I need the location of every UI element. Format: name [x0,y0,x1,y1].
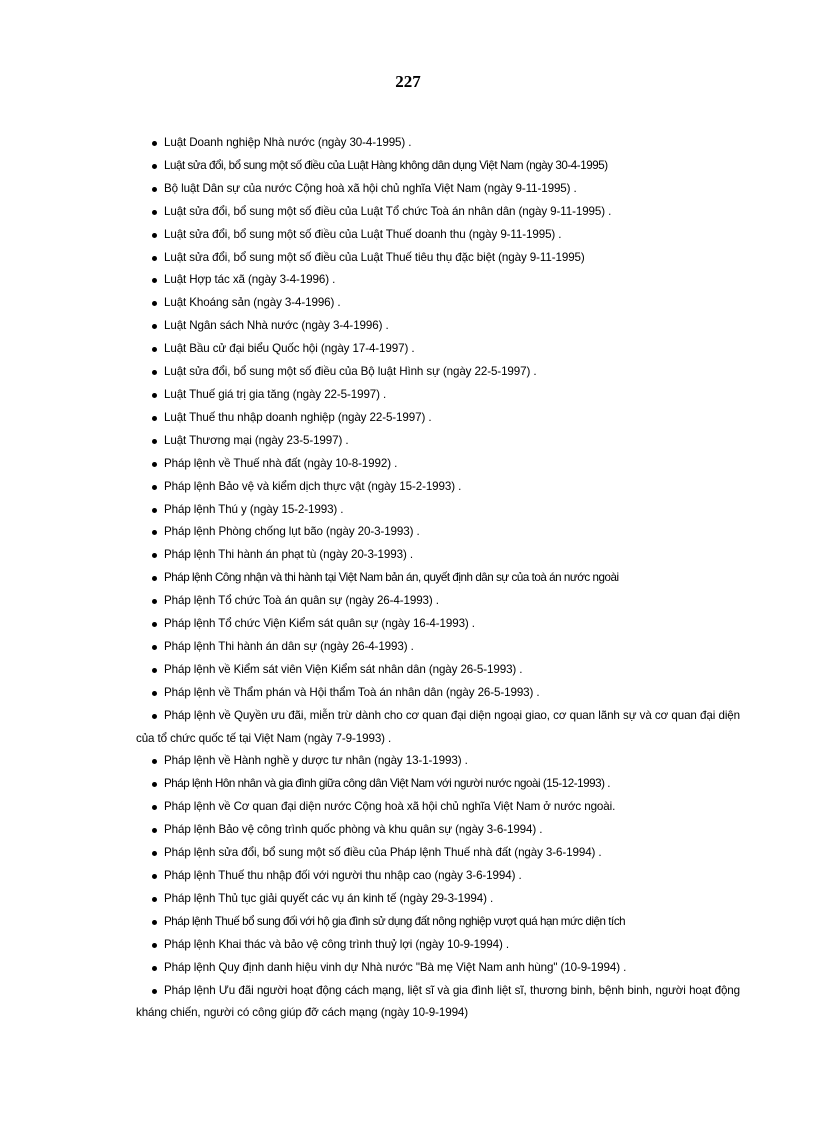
list-item: Pháp lệnh về Thẩm phán và Hội thẩm Toà án nhân dân (ngày 26-5-1993) . [136,682,740,705]
bullet-icon [152,622,157,627]
list-item: Pháp lệnh Thuế thu nhập đối với người thu nhập cao (ngày 3-6-1994) . [136,865,740,888]
list-item: Pháp lệnh về Kiểm sát viên Viện Kiểm sát nhân dân (ngày 26-5-1993) . [136,659,740,682]
bullet-icon [152,805,157,810]
list-item: Luật sửa đổi, bổ sung một số điều của Luật Thuế doanh thu (ngày 9-11-1995) . [136,224,740,247]
bullet-icon [152,233,157,238]
list-item: Luật Thuế giá trị gia tăng (ngày 22-5-1997) . [136,384,740,407]
list-item: Luật Thương mại (ngày 23-5-1997) . [136,430,740,453]
list-item: Pháp lệnh về Quyền ưu đãi, miễn trừ dành cho cơ quan đại diện ngoại giao, cơ quan lãnh sự và cơ quan đại diện của tổ chức quốc tế tại Việt Nam (ngày 7-9-1993) . [136,708,740,745]
bullet-icon [152,851,157,856]
bullet-icon [152,759,157,764]
list-item: Pháp lệnh Tổ chức Viện Kiểm sát quân sự (ngày 16-4-1993) . [136,613,740,636]
list-item: Pháp lệnh Thi hành án phạt tù (ngày 20-3-1993) . [136,544,740,567]
list-item: Luật Ngân sách Nhà nước (ngày 3-4-1996) . [136,315,740,338]
list-item: Pháp lệnh Tổ chức Toà án quân sự (ngày 26-4-1993) . [136,590,740,613]
bullet-icon [152,462,157,467]
list-item: Pháp lệnh Hôn nhân và gia đình giữa công dân Việt Nam với người nước ngoài (15-12-1993) . [136,773,740,796]
list-item: Pháp lệnh Thi hành án dân sự (ngày 26-4-1993) . [136,636,740,659]
list-item: Pháp lệnh Phòng chống lụt bão (ngày 20-3-1993) . [136,521,740,544]
list-item: Pháp lệnh về Hành nghề y dược tư nhân (ngày 13-1-1993) . [136,750,740,773]
bullet-icon [152,416,157,421]
list-item: Luật sửa đổi, bổ sung một số điều của Luật Thuế tiêu thụ đặc biệt (ngày 9-11-1995) [136,247,740,270]
list-item: Luật Doanh nghiệp Nhà nước (ngày 30-4-1995) . [136,132,740,155]
list-item: Pháp lệnh Quy định danh hiệu vinh dự Nhà nước "Bà mẹ Việt Nam anh hùng" (10-9-1994) . [136,957,740,980]
bullet-icon [152,164,157,169]
list-item: Pháp lệnh sửa đổi, bổ sung một số điều của Pháp lệnh Thuế nhà đất (ngày 3-6-1994) . [136,842,740,865]
list-item: Pháp lệnh Khai thác và bảo vệ công trình thuỷ lợi (ngày 10-9-1994) . [136,934,740,957]
list-item: Bộ luật Dân sự của nước Cộng hoà xã hội chủ nghĩa Việt Nam (ngày 9-11-1995) . [136,178,740,201]
list-item: Pháp lệnh Bảo vệ công trình quốc phòng và khu quân sự (ngày 3-6-1994) . [136,819,740,842]
bullet-icon [152,599,157,604]
bullet-icon [152,141,157,146]
bullet-icon [152,668,157,673]
bullet-icon [152,989,157,994]
bullet-icon [152,966,157,971]
bullet-icon [152,439,157,444]
list-item: Pháp lệnh Bảo vệ và kiểm dịch thực vật (ngày 15-2-1993) . [136,476,740,499]
bullet-icon [152,393,157,398]
bullet-icon [152,324,157,329]
bullet-icon [152,256,157,261]
bullet-icon [152,874,157,879]
bullet-icon [152,187,157,192]
bullet-icon [152,920,157,925]
bullet-icon [152,553,157,558]
bullet-icon [152,828,157,833]
list-item: Luật Thuế thu nhập doanh nghiệp (ngày 22-5-1997) . [136,407,740,430]
bullet-icon [152,943,157,948]
bullet-icon [152,530,157,535]
list-item: Pháp lệnh về Thuế nhà đất (ngày 10-8-1992) . [136,453,740,476]
bullet-icon [152,897,157,902]
bullet-icon [152,714,157,719]
bullet-icon [152,508,157,513]
list-item: Pháp lệnh Ưu đãi người hoạt động cách mạng, liệt sĩ và gia đình liệt sĩ, thương binh, bệnh binh, người hoạt động kháng chiến, người có công giúp đỡ cách mạng (ngày 10-9-1994) [136,983,740,1020]
bullet-icon [152,370,157,375]
list-item: Luật Khoáng sản (ngày 3-4-1996) . [136,292,740,315]
list-item: Pháp lệnh Công nhận và thi hành tại Việt Nam bản án, quyết định dân sự của toà án nước ngoài [136,567,740,590]
list-item: Pháp lệnh Thủ tục giải quyết các vụ án kinh tế (ngày 29-3-1994) . [136,888,740,911]
list-item: Pháp lệnh Thú y (ngày 15-2-1993) . [136,499,740,522]
legislation-list [136,132,740,1025]
bullet-icon [152,278,157,283]
list-item: Luật Bầu cử đại biểu Quốc hội (ngày 17-4-1997) . [136,338,740,361]
bullet-icon [152,576,157,581]
bullet-icon [152,782,157,787]
list-item: Luật sửa đổi, bổ sung một số điều của Luật Hàng không dân dụng Việt Nam (ngày 30-4-1995) [136,155,740,178]
bullet-icon [152,691,157,696]
bullet-icon [152,485,157,490]
bullet-icon [152,301,157,306]
list-item: Luật sửa đổi, bổ sung một số điều của Luật Tổ chức Toà án nhân dân (ngày 9-11-1995) . [136,201,740,224]
bullet-icon [152,347,157,352]
list-item: Pháp lệnh về Cơ quan đại diện nước Cộng hoà xã hội chủ nghĩa Việt Nam ở nước ngoài. [136,796,740,819]
bullet-icon [152,210,157,215]
list-item: Luật sửa đổi, bổ sung một số điều của Bộ luật Hình sự (ngày 22-5-1997) . [136,361,740,384]
bullet-icon [152,645,157,650]
list-item: Pháp lệnh Thuế bổ sung đối với hộ gia đình sử dụng đất nông nghiệp vượt quá hạn mức diện tích [136,911,740,934]
page-number: 227 [395,72,421,91]
list-item: Luật Hợp tác xã (ngày 3-4-1996) . [136,269,740,292]
